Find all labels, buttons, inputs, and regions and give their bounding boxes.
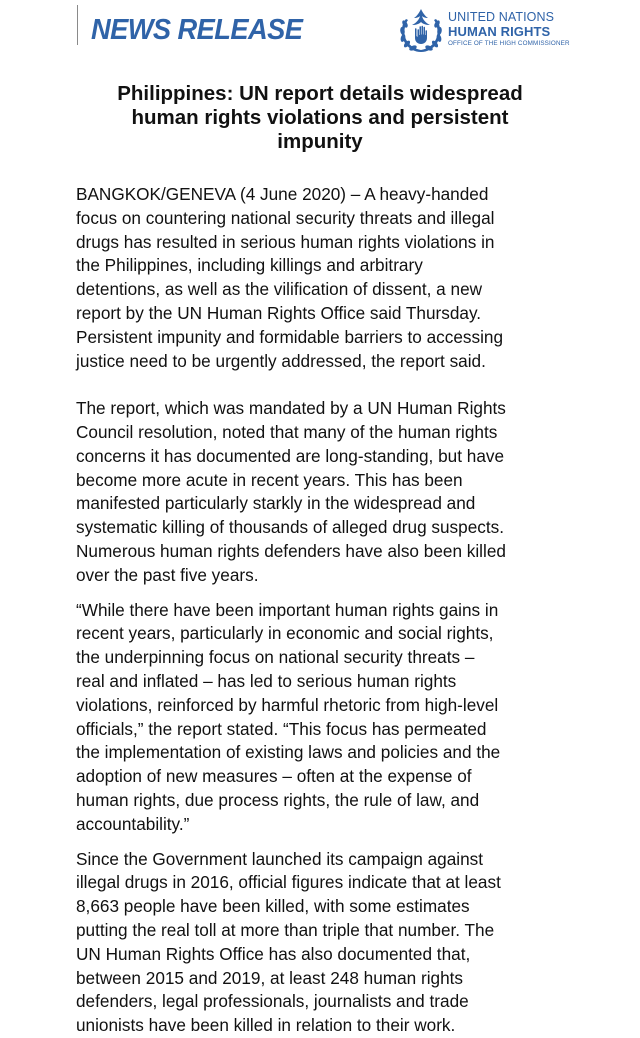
text-line: Numerous human rights defenders have also been killed [76,540,506,561]
paragraph-2 [76,397,612,587]
text-line: over the past five years. [76,564,259,585]
organization-name [448,11,570,48]
text-line: putting the real toll at more than triple that number. The [76,919,495,940]
text-line: 8,663 people have been killed, with some estimates [76,896,470,917]
text-line: concerns it has documented are long-standing, but have [76,445,505,466]
text-line: human rights, due process rights, the rule of law, and [76,789,480,810]
text-line: defenders, legal professionals, journalists and trade [76,991,469,1012]
text-line: between 2015 and 2019, at least 248 human rights [76,967,464,988]
headline [40,82,600,154]
text-line: manifested particularly starkly in the widespread and [76,493,476,514]
text-line: The report, which was mandated by a UN Human Rights [76,398,506,419]
un-human-rights-emblem-icon [397,5,445,55]
text-line: UN Human Rights Office has also documented that, [76,943,471,964]
text-line: real and inflated – has led to serious human rights [76,670,457,691]
text-line: Since the Government launched its campaign against [76,848,484,869]
text-line: the underpinning focus on national security threats – [76,647,475,668]
org-line-human-rights: HUMAN RIGHTS [448,24,551,39]
headline-line: Philippines: UN report details widespread [117,82,523,105]
text-line: become more acute in recent years. This has been [76,469,463,490]
article-body [76,183,612,1038]
text-line: adoption of new measures – often at the expense of [76,766,472,787]
text-line: drugs has resulted in serious human rights violations in [76,231,495,252]
text-line: recent years, particularly in economic and social rights, [76,623,494,644]
paragraph-1 [76,183,612,373]
text-line: violations, reinforced by harmful rhetoric from high-level [76,694,499,715]
paragraph-4 [76,848,612,1038]
text-line: Council resolution, noted that many of the human rights [76,421,498,442]
text-line: unionists have been killed in relation to their work. [76,1015,456,1036]
text-line: the implementation of existing laws and policies and the [76,742,501,763]
text-line: officials,” the report stated. “This focus has permeated [76,718,487,739]
paragraph-3 [76,599,612,837]
headline-line: impunity [277,130,363,153]
text-line: justice need to be urgently addressed, the report said. [76,350,486,371]
text-line: the Philippines, including killings and arbitrary [76,255,423,276]
text-line: illegal drugs in 2016, official figures indicate that at least [76,872,501,893]
text-line: accountability.” [76,813,190,834]
text-line: “While there have been important human rights gains in [76,599,499,620]
header [0,0,640,62]
text-line: systematic killing of thousands of alleged drug suspects. [76,517,505,538]
header-divider [77,5,78,45]
text-line: report by the UN Human Rights Office said Thursday. [76,302,482,323]
text-line: detentions, as well as the vilification of dissent, a new [76,279,483,300]
headline-line: human rights violations and persistent [131,106,509,129]
news-release-title: NEWS RELEASE [91,14,303,46]
text-line: focus on countering national security threats and illegal [76,207,495,228]
text-line: BANGKOK/GENEVA (4 June 2020) – A heavy-handed [76,184,489,204]
org-line-office: OFFICE OF THE HIGH COMMISSIONER [448,40,570,47]
text-line: Persistent impunity and formidable barriers to accessing [76,326,504,347]
org-line-united-nations: UNITED NATIONS [448,10,555,24]
